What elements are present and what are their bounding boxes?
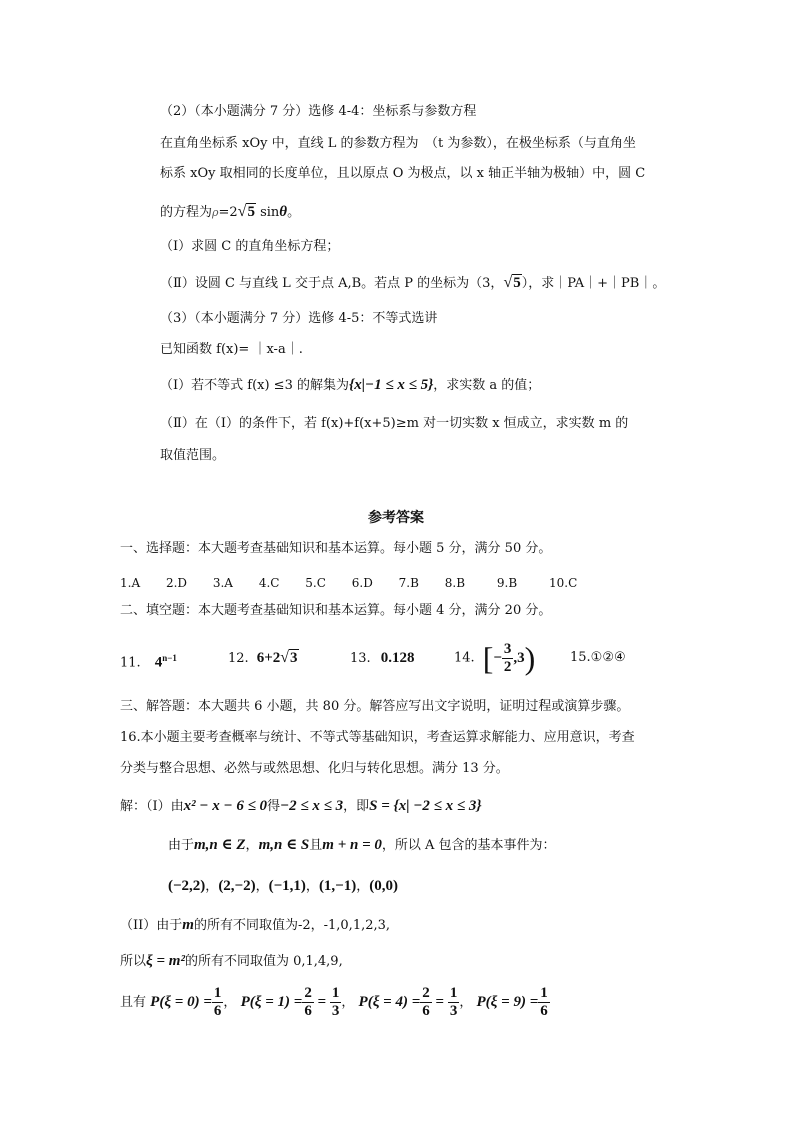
- text: 所以: [120, 954, 147, 969]
- prob-1: P(ξ = 1) =: [240, 994, 303, 1010]
- label: 13.: [350, 651, 371, 666]
- pair: (1,−1): [318, 878, 357, 894]
- text: ），求｜PA｜+｜PB｜。: [521, 276, 666, 291]
- text: 解：（I）由: [120, 799, 184, 814]
- section-1-heading: 一、选择题：本大题考查基础知识和基本运算。每小题 5 分，满分 50 分。: [120, 541, 552, 556]
- text: 得: [267, 799, 281, 814]
- problem-2-part-2: （Ⅱ）设圆 C 与直线 L 交于点 A,B。若点 P 的坐标为（3，√5），求｜PA｜+｜PB｜。: [160, 274, 666, 291]
- section-3-heading: 三、解答题：本大题共 6 小题，共 80 分。解答应写出文字说明，证明过程或演算步骤。: [120, 699, 630, 714]
- value: 0.128: [380, 650, 415, 666]
- choice-4: 4.C: [258, 576, 280, 590]
- probability-line: 且有 P(ξ = 0) = $\frac{1}{6}$ ， P(ξ = 1) = $\frac{2}{6}$ = $\frac{1}{3}$ ， P(ξ = 4) = $\frac{2}{6}$ = $\frac{1}{3}$ ， P(ξ = 9) = $\frac{1}{6}$: [120, 985, 548, 1019]
- sin: sin: [260, 205, 280, 220]
- label: 12.: [228, 651, 249, 666]
- text: 的方程为: [160, 205, 213, 220]
- fill-13: [350, 648, 414, 669]
- section-2-heading: 二、填空题：本大题考查基础知识和基本运算。每小题 4 分，满分 20 分。: [120, 603, 552, 618]
- q16-intro-1: 16.本小题主要考查概率与统计、不等式等基础知识，考查运算求解能力、应用意识，考查: [120, 730, 635, 745]
- pair: (0,0): [369, 878, 398, 894]
- label: 14.: [454, 650, 475, 666]
- solution-line-2: [168, 835, 556, 856]
- solution-set: {x|−1 ≤ x ≤ 5}: [348, 377, 434, 393]
- solution-line-3: [120, 915, 390, 936]
- sqrt-5: 5: [247, 204, 255, 220]
- expr: m,n ∈ S: [258, 837, 310, 853]
- problem-3-heading: （3）（本小题满分 7 分）选修 4-5：不等式选讲: [160, 311, 438, 326]
- range: −2 ≤ x ≤ 3: [280, 798, 344, 814]
- m-var: m: [182, 917, 194, 933]
- text: =2: [218, 205, 238, 220]
- value: 4: [154, 654, 163, 671]
- choice-8: 8.B: [444, 576, 466, 590]
- text: 。: [287, 205, 301, 220]
- text: ，即: [343, 799, 370, 814]
- pair: (−2,2): [168, 878, 206, 894]
- theta-symbol: θ: [279, 204, 288, 220]
- pair: (2,−2): [218, 878, 256, 894]
- fill-12: 12. 6+2√3: [228, 649, 298, 666]
- choice-1: 1.A: [120, 576, 141, 590]
- prob-4: P(ξ = 4) =: [358, 994, 421, 1010]
- text: 的所有不同取值为 0,1,4,9,: [184, 954, 343, 969]
- problem-2-heading: （2）（本小题满分 7 分）选修 4-4：坐标系与参数方程: [160, 104, 477, 119]
- text: （Ⅰ）若不等式 f(x) ≤3 的解集为: [160, 378, 349, 393]
- solution-line-4: [120, 951, 343, 972]
- text: ，所以 A 包含的基本事件为：: [381, 838, 556, 853]
- text: （II）由于: [120, 918, 183, 933]
- exponent: n−1: [162, 653, 177, 663]
- set-s: S = {x| −2 ≤ x ≤ 3}: [369, 798, 482, 814]
- problem-2-text-3: 的方程为ρ=2√5 sinθ。: [160, 203, 301, 220]
- expr: m,n ∈ Z: [194, 837, 246, 853]
- choice-3: 3.A: [212, 576, 233, 590]
- problem-2-text-1: 在直角坐标系 xOy 中，直线 L 的参数方程为 （t 为参数），在极坐标系（与直角坐: [160, 136, 636, 151]
- text: 的所有不同取值为-2，-1,0,1,2,3,: [193, 918, 391, 933]
- problem-3-text: 已知函数 f(x)= ｜x-a｜.: [160, 342, 303, 357]
- fill-14: 14. [− $\frac{3}{2}$ ,3): [454, 640, 536, 676]
- fill-11: [120, 648, 177, 673]
- choice-answers: [120, 573, 577, 593]
- denominator: 2: [503, 658, 512, 675]
- choice-2: 2.D: [165, 576, 188, 590]
- fill-15: 15.①②④: [570, 650, 626, 665]
- problem-2-text-2: 标系 xOy 取相同的长度单位，且以原点 O 为极点，以 x 轴正半轴为极轴）中，圆 C: [160, 166, 646, 181]
- problem-3-part-1: [160, 375, 540, 396]
- text: 且有: [120, 995, 147, 1010]
- expr: m + n = 0: [322, 837, 382, 853]
- numerator: 3: [503, 640, 512, 657]
- text: 且: [309, 838, 323, 853]
- solution-line-1: [120, 796, 482, 817]
- choice-9: 9.B: [496, 576, 518, 590]
- text: （Ⅱ）设圆 C 与直线 L 交于点 A,B。若点 P 的坐标为（3，: [160, 276, 504, 291]
- prob-0: P(ξ = 0) =: [150, 994, 212, 1010]
- answers-title: 参考答案: [368, 510, 424, 526]
- choice-10: 10.C: [548, 576, 578, 590]
- pair: (−1,1): [268, 878, 306, 894]
- choice-6: 6.D: [351, 576, 373, 590]
- prob-9: P(ξ = 9) =: [476, 994, 539, 1010]
- text: ，求实数 a 的值；: [433, 378, 541, 393]
- q16-intro-2: 分类与整合思想、必然与或然思想、化归与转化思想。满分 13 分。: [120, 761, 509, 776]
- problem-2-part-1: （Ⅰ）求圆 C 的直角坐标方程；: [160, 239, 340, 254]
- text: ，: [245, 838, 259, 853]
- problem-3-part-2: （Ⅱ）在（Ⅰ）的条件下，若 f(x)+f(x+5)≥m 对一切实数 x 恒成立，求实数 m 的: [160, 416, 629, 431]
- value: 6+2: [256, 650, 281, 666]
- choice-7: 7.B: [398, 576, 419, 590]
- sqrt-5: 5: [513, 275, 521, 291]
- basic-events: (−2,2)，(2,−2)，(−1,1)，(1,−1)，(0,0): [168, 878, 398, 894]
- xi-def: ξ = m²: [146, 953, 185, 969]
- sqrt-3: 3: [290, 650, 298, 666]
- problem-3-part-2-cont: 取值范围。: [160, 448, 226, 463]
- rho-symbol: ρ: [212, 206, 219, 219]
- choice-5: 5.C: [305, 576, 326, 590]
- upper-bound: ,3: [513, 650, 525, 666]
- text: 由于: [168, 838, 195, 853]
- label: 11.: [120, 655, 141, 671]
- inequality: x² − x − 6 ≤ 0: [183, 798, 268, 814]
